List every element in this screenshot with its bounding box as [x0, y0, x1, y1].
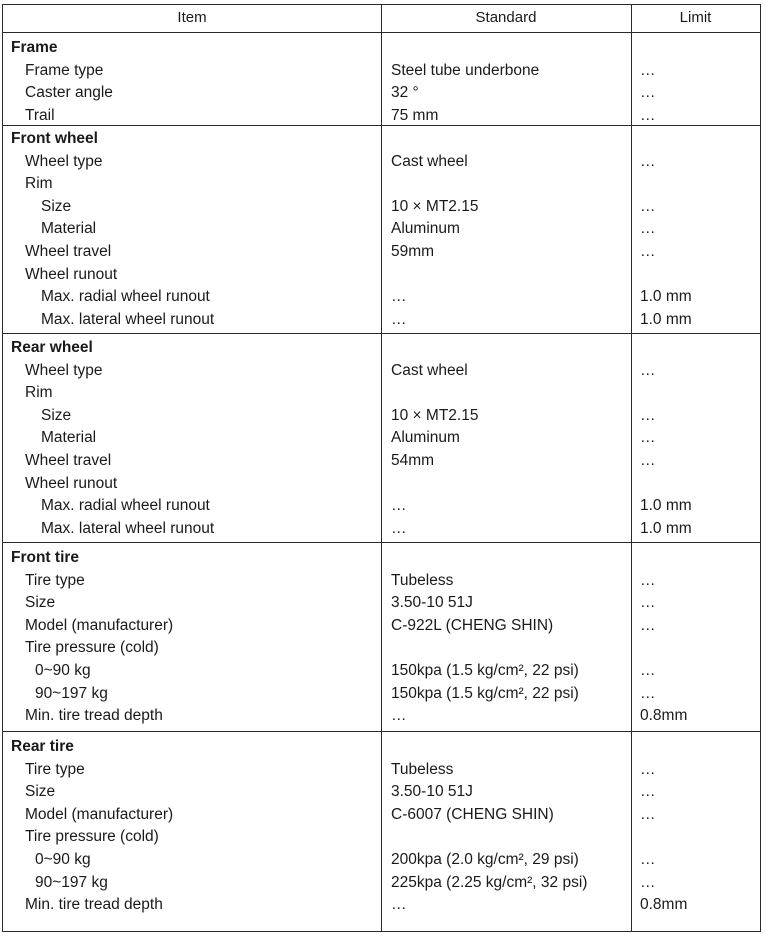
item-label: Wheel travel	[25, 452, 112, 469]
table-row	[3, 196, 760, 219]
item-label: Min. tire tread depth	[25, 707, 163, 725]
item-label: Min. tire tread depth	[25, 896, 163, 914]
item-label: Wheel type	[25, 152, 103, 170]
table-row	[3, 360, 760, 383]
table-row	[3, 781, 760, 804]
table-row	[3, 218, 760, 241]
limit-value: 1.0 mm	[640, 288, 692, 306]
item-label: Caster angle	[25, 84, 113, 102]
table-row	[3, 173, 760, 196]
standard-value: 59mm	[391, 243, 435, 260]
item-label: Max. lateral wheel runout	[41, 519, 215, 537]
table-section	[3, 542, 760, 732]
limit-value: …	[640, 616, 656, 634]
standard-value: Aluminum	[391, 429, 460, 447]
table-row	[3, 615, 760, 638]
standard-value: Tubeless	[391, 571, 454, 589]
table-section	[3, 333, 760, 543]
item-label: Size	[25, 594, 56, 612]
limit-value: …	[640, 452, 656, 469]
item-label: Max. radial wheel runout	[41, 497, 210, 515]
table-row	[3, 264, 760, 287]
limit-value: …	[640, 805, 656, 823]
item-label: Max. lateral wheel runout	[41, 310, 215, 328]
item-label: 90~197 kg	[35, 684, 108, 702]
table-row	[3, 309, 760, 332]
table-row	[3, 570, 760, 593]
limit-value: …	[640, 662, 656, 679]
table-row	[3, 705, 760, 728]
standard-value: 54mm	[391, 452, 435, 469]
standard-value: Tubeless	[391, 760, 454, 778]
standard-value: Cast wheel	[391, 152, 468, 170]
item-label: Tire type	[25, 571, 85, 589]
limit-value: …	[640, 243, 656, 260]
table-row	[3, 286, 760, 309]
spec-table	[2, 4, 761, 932]
item-label: 90~197 kg	[35, 873, 108, 891]
standard-value: 32 °	[391, 84, 419, 102]
item-label: Size	[41, 406, 72, 424]
standard-value: …	[391, 707, 407, 725]
standard-value: 200kpa (2.0 kg/cm², 29 psi)	[391, 851, 579, 868]
standard-value: Aluminum	[391, 220, 460, 238]
item-label: Wheel type	[25, 361, 103, 379]
section-title: Rear tire	[11, 738, 74, 755]
section-title-row	[3, 128, 760, 151]
item-label: 0~90 kg	[35, 851, 91, 868]
item-label: Wheel runout	[25, 474, 118, 492]
table-row	[3, 495, 760, 518]
standard-value: 10 × MT2.15	[391, 197, 479, 215]
standard-value: …	[391, 896, 407, 914]
table-row	[3, 427, 760, 450]
item-label: Max. radial wheel runout	[41, 288, 210, 306]
table-row	[3, 105, 760, 128]
item-label: Trail	[25, 106, 55, 124]
header-standard: Standard	[475, 9, 537, 26]
table-row	[3, 804, 760, 827]
item-label: Model (manufacturer)	[25, 616, 174, 634]
limit-value: 0.8mm	[640, 707, 688, 725]
limit-value: …	[640, 106, 656, 124]
header-limit: Limit	[679, 9, 712, 26]
item-label: 0~90 kg	[35, 662, 91, 679]
table-row	[3, 151, 760, 174]
item-label: Size	[41, 197, 72, 215]
table-section	[3, 731, 760, 932]
table-row	[3, 241, 760, 264]
table-row	[3, 660, 760, 683]
section-title-row	[3, 37, 760, 60]
table-row	[3, 759, 760, 782]
table-row	[3, 872, 760, 895]
table-row	[3, 405, 760, 428]
standard-value: …	[391, 497, 407, 515]
item-label: Tire pressure (cold)	[25, 828, 159, 846]
item-label: Wheel runout	[25, 265, 118, 283]
table-row	[3, 518, 760, 541]
table-row	[3, 382, 760, 405]
section-title: Frame	[11, 39, 58, 56]
item-label: Material	[41, 220, 97, 238]
section-title: Front wheel	[11, 130, 98, 147]
item-label: Rim	[25, 175, 53, 193]
table-row	[3, 60, 760, 83]
limit-value: …	[640, 197, 656, 215]
limit-value: 0.8mm	[640, 896, 688, 914]
item-label: Tire pressure (cold)	[25, 639, 159, 657]
standard-value: Steel tube underbone	[391, 61, 540, 79]
section-title: Rear wheel	[11, 339, 93, 356]
table-section	[3, 32, 760, 126]
limit-value: …	[640, 851, 656, 868]
item-label: Material	[41, 429, 97, 447]
table-section	[3, 125, 760, 334]
limit-value: …	[640, 760, 656, 778]
standard-value: …	[391, 519, 407, 537]
limit-value: 1.0 mm	[640, 497, 692, 515]
table-row	[3, 592, 760, 615]
limit-value: …	[640, 84, 656, 102]
table-row	[3, 849, 760, 872]
limit-value: …	[640, 61, 656, 79]
standard-value: 225kpa (2.25 kg/cm², 32 psi)	[391, 873, 588, 891]
section-title: Front tire	[11, 549, 80, 566]
standard-value: 3.50-10 51J	[391, 783, 473, 801]
header-item: Item	[177, 9, 207, 26]
limit-value: …	[640, 429, 656, 447]
table-row	[3, 82, 760, 105]
item-label: Rim	[25, 384, 53, 402]
standard-value: 150kpa (1.5 kg/cm², 22 psi)	[391, 662, 579, 679]
section-title-row	[3, 337, 760, 360]
table-header	[3, 5, 760, 33]
table-row	[3, 894, 760, 917]
standard-value: C-922L (CHENG SHIN)	[391, 616, 554, 634]
limit-value: …	[640, 361, 656, 379]
limit-value: 1.0 mm	[640, 519, 692, 537]
table-row	[3, 637, 760, 660]
limit-value: …	[640, 594, 656, 612]
item-label: Size	[25, 783, 56, 801]
item-label: Tire type	[25, 760, 85, 778]
limit-value: …	[640, 406, 656, 424]
item-label: Model (manufacturer)	[25, 805, 174, 823]
table-row	[3, 826, 760, 849]
limit-value: …	[640, 873, 656, 891]
standard-value: 150kpa (1.5 kg/cm², 22 psi)	[391, 684, 579, 702]
standard-value: C-6007 (CHENG SHIN)	[391, 805, 554, 823]
section-title-row	[3, 736, 760, 759]
standard-value: Cast wheel	[391, 361, 468, 379]
table-row	[3, 683, 760, 706]
standard-value: 10 × MT2.15	[391, 406, 479, 424]
limit-value: …	[640, 684, 656, 702]
section-title-row	[3, 547, 760, 570]
limit-value: 1.0 mm	[640, 310, 692, 328]
limit-value: …	[640, 571, 656, 589]
standard-value: …	[391, 310, 407, 328]
table-row	[3, 473, 760, 496]
standard-value: 3.50-10 51J	[391, 594, 473, 612]
limit-value: …	[640, 783, 656, 801]
item-label: Frame type	[25, 61, 104, 79]
item-label: Wheel travel	[25, 243, 112, 260]
table-row	[3, 450, 760, 473]
standard-value: 75 mm	[391, 106, 439, 124]
limit-value: …	[640, 152, 656, 170]
standard-value: …	[391, 288, 407, 306]
limit-value: …	[640, 220, 656, 238]
